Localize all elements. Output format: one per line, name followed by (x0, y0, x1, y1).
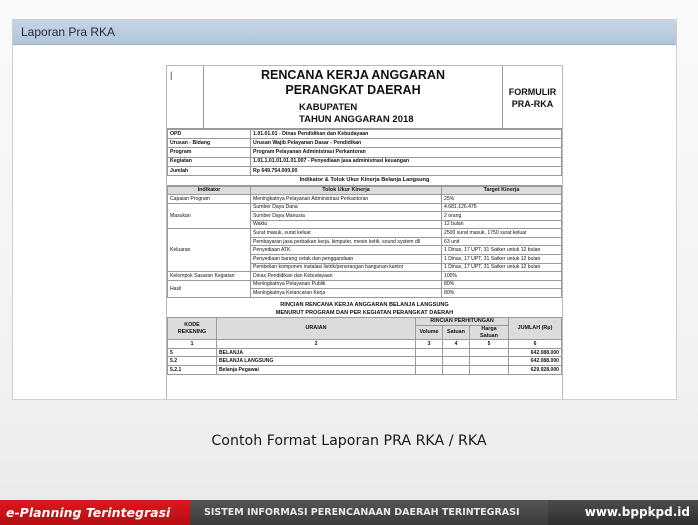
indicator-row (168, 280, 562, 289)
document-title (204, 66, 503, 128)
indicator-measure: Sumber Daya Dana (251, 203, 442, 212)
indicator-target: 2 orang (442, 212, 562, 221)
form-label-line-1: FORMULIR (508, 87, 557, 97)
indicator-section-title: Indikator & Tolok Ukur Kinerja Belanja Langsung (167, 176, 562, 186)
indicator-measure: Waktu (251, 220, 442, 229)
rka-document (166, 65, 563, 400)
system-name: SISTEM INFORMASI PERENCANAAN DAERAH TERINTEGRASI (190, 500, 548, 525)
indicator-measure: Pembelian komponen instalasi listrik/penerangan bangunan kantor (251, 263, 442, 272)
info-key: Program (168, 148, 251, 157)
budget-volume (416, 357, 443, 366)
budget-unit (443, 357, 470, 366)
budget-volume (416, 348, 443, 357)
budget-detail-title (167, 301, 562, 317)
budget-detail-title-line-2: MENURUT PROGRAM DAN PER KEGIATAN PERANGKAT DAERAH (275, 310, 454, 317)
indicator-label: Keluaran (168, 229, 251, 272)
target-header: Target Kinerja (442, 186, 562, 194)
info-key: Urusan - Bidang (168, 139, 251, 148)
indicator-measure: Dinas Pendidikan dan Kebudayaan (251, 272, 442, 281)
info-value: 1.01.01.01 - Dinas Pendidikan dan Kebudayaan (251, 130, 562, 139)
info-row (168, 157, 562, 166)
column-number: 2 (217, 340, 416, 349)
indicator-measure: Surat masuk, surat keluar (251, 229, 442, 238)
indicator-row (168, 272, 562, 281)
budget-unit-price (470, 348, 509, 357)
info-table (167, 129, 562, 176)
column-number: 6 (509, 340, 562, 349)
volume-header: Volume (416, 325, 443, 340)
description-header: URAIAN (217, 318, 416, 340)
form-label (503, 66, 562, 128)
budget-detail-title-line-1: RINCIAN RENCANA KERJA ANGGARAN BELANJA LANGSUNG (280, 302, 449, 309)
budget-description: Belanja Pegawai (217, 366, 416, 375)
info-value: Program Pelayanan Administrasi Perkantoran (251, 148, 562, 157)
amount-header: JUMLAH (Rp) (509, 318, 562, 340)
indicator-header: Indikator (168, 186, 251, 194)
column-number-row (168, 340, 562, 349)
title-line-2: PERANGKAT DAERAH (285, 83, 421, 97)
budget-row (168, 366, 562, 375)
budget-volume (416, 366, 443, 375)
info-key: Jumlah (168, 166, 251, 175)
indicator-target: 1 Dinas, 17 UPT, 31 Satker untuk 12 bulan (442, 246, 562, 255)
budget-code: 5.2.1 (168, 366, 217, 375)
form-label-line-2: PRA-RKA (511, 99, 554, 109)
report-header-title: Laporan Pra RKA (21, 25, 116, 39)
title-line-4: TAHUN ANGGARAN 2018 (299, 114, 414, 125)
title-line-1: RENCANA KERJA ANGGARAN (260, 68, 446, 82)
info-row (168, 166, 562, 175)
budget-code: 5 (168, 348, 217, 357)
info-key: Kegiatan (168, 157, 251, 166)
indicator-target: 25% (442, 194, 562, 203)
indicator-row (168, 194, 562, 203)
indicator-target: 12 bulan (442, 220, 562, 229)
budget-description: BELANJA LANGSUNG (217, 357, 416, 366)
column-number: 4 (443, 340, 470, 349)
footer-bar (0, 500, 698, 525)
unit-price-header: Harga Satuan (470, 325, 509, 340)
indicator-label: Capaian Program (168, 194, 251, 203)
indicator-target: 1 Dinas, 17 UPT, 31 Satker untuk 12 bulan (442, 255, 562, 264)
indicator-measure: Penyediaan barang cetak dan penggandaan (251, 255, 442, 264)
indicator-target: 1 Dinas, 17 UPT, 31 Satker untuk 12 bulan (442, 263, 562, 272)
budget-description: BELANJA (217, 348, 416, 357)
info-value: Urusan Wajib Pelayanan Dasar - Pendidikan (251, 139, 562, 148)
budget-unit (443, 348, 470, 357)
indicator-measure: Meningkatnya Pelayanan Publik (251, 280, 442, 289)
indicator-label: Kelompok Sasaran Kegiatan (168, 272, 251, 281)
indicator-measure: Meningkatnya Kelancaran Kerja (251, 289, 442, 298)
document-title-block (167, 66, 562, 129)
budget-unit (443, 366, 470, 375)
indicator-target: 100% (442, 272, 562, 281)
info-row (168, 130, 562, 139)
info-key: OPD (168, 130, 251, 139)
website-link[interactable]: www.bppkpd.id (548, 500, 698, 525)
code-header: KODE REKENING (168, 318, 217, 340)
indicator-target: 2500 surat masuk, 1750 surat keluar (442, 229, 562, 238)
report-header-bar (13, 20, 676, 45)
indicator-row (168, 203, 562, 212)
title-line-3: KABUPATEN (299, 102, 358, 113)
indicator-target: 80% (442, 280, 562, 289)
brand-label: e-Planning Terintegrasi (0, 500, 190, 525)
budget-unit-price (470, 366, 509, 375)
budget-header-row (168, 318, 562, 326)
indicator-target: 80% (442, 289, 562, 298)
logo-placeholder (167, 66, 204, 128)
indicator-measure: Pembayaran jasa perbaikan kerja, kimputer, mesin ketik, sound system dll (251, 237, 442, 246)
column-number: 5 (470, 340, 509, 349)
indicator-header-row (168, 186, 562, 194)
indicator-label: Hasil (168, 280, 251, 297)
budget-code: 5.2 (168, 357, 217, 366)
indicator-target: 4.681.126.475 (442, 203, 562, 212)
budget-unit-price (470, 357, 509, 366)
indicator-measure: Penyediaan ATK (251, 246, 442, 255)
info-row (168, 148, 562, 157)
budget-row (168, 348, 562, 357)
calculation-header: RINCIAN PERHITUNGAN (416, 318, 509, 326)
column-number: 1 (168, 340, 217, 349)
indicator-label: Masukan (168, 203, 251, 229)
indicator-measure: Sumber Daya Manusia (251, 212, 442, 221)
budget-amount: 629.928.000 (509, 366, 562, 375)
report-screen (12, 19, 677, 400)
indicator-target: 63 unit (442, 237, 562, 246)
measure-header: Tolok Ukur Kinerja (251, 186, 442, 194)
indicator-measure: Meningkatnya Pelayanan Administrasi Perkantoran (251, 194, 442, 203)
slide-caption: Contoh Format Laporan PRA RKA / RKA (211, 433, 487, 449)
budget-detail-table (167, 317, 562, 375)
logo-marker: | (170, 70, 173, 80)
indicator-table (167, 186, 562, 298)
budget-amount: 642.088.000 (509, 348, 562, 357)
column-number: 3 (416, 340, 443, 349)
info-value: 1.01.1.01.01.01.01.007 - Penyediaan jasa administrasi keuangan (251, 157, 562, 166)
indicator-row (168, 229, 562, 238)
info-row (168, 139, 562, 148)
budget-row (168, 357, 562, 366)
unit-header: Satuan (443, 325, 470, 340)
budget-amount: 642.088.000 (509, 357, 562, 366)
info-value: Rp 649.754.000,00 (251, 166, 562, 175)
